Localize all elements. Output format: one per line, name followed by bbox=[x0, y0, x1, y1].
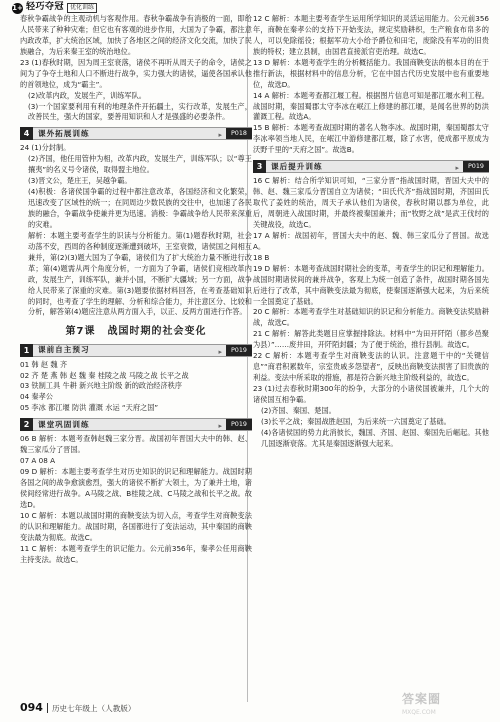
answer-paragraph: 06 B 解析：本题考查韩赵魏三家分晋。战国初年晋国大夫中的韩、赵、魏三家瓜分了晋国。 bbox=[20, 434, 252, 455]
section-number-badge: 1 bbox=[20, 344, 33, 357]
lesson-name: 战国时期的社会变化 bbox=[107, 326, 207, 338]
answer-paragraph: (2)齐国，他任用管仲为相，改革内政，发展生产，训练军队；以“尊王攘夷”的名义号令诸侯，取得盟主地位。 bbox=[28, 154, 252, 175]
section-title: 课后提升训练 bbox=[271, 161, 323, 171]
answer-paragraph: 15 B 解析：本题考查战国时期的著名人物李冰。战国时期，秦国蜀郡太守李冰率领当地人民，在岷江中游修建都江堰，除了水害，使成都平原成为沃野千里的“天府之国”。故选B。 bbox=[253, 123, 489, 155]
answer-line: 18 B bbox=[253, 252, 270, 262]
lesson-title bbox=[20, 324, 252, 339]
page-reference: P019 bbox=[226, 345, 252, 356]
section-title: 课堂巩固训练 bbox=[38, 419, 90, 429]
section-title: 课外拓展训练 bbox=[38, 129, 90, 139]
logo-subtitle: 优化训练 bbox=[67, 3, 97, 13]
answer-paragraph: 春秋争霸战争的主观动机与客观作用。春秋争霸战争有消极的一面，即给人民带来了种种灾难；但它也有客观的进步作用，大国为了争霸，都注意内政改革，扩大统治区域，加快了各地区之间的经济文化交流，加快了民族融合，为后来秦王室的统治地位。 bbox=[20, 14, 252, 56]
section-header-consolidation bbox=[20, 418, 252, 431]
left-column bbox=[20, 14, 252, 566]
answer-paragraph: 10 C 解析：本题以战国时期的商鞅变法为切入点，考查学生对商鞅变法的认识和理解能力。战国时期，各国都进行了变法运动，其中秦国的商鞅变法最为彻底。故选C。 bbox=[20, 510, 252, 542]
page-footer bbox=[20, 700, 136, 717]
answer-paragraph: (2)改革内政，发展生产，训练军队。 bbox=[28, 90, 146, 100]
answer-paragraph: 12 C 解析：本题主要考查学生运用所学知识的灵活运用能力。公元前356年，商鞅在秦孝公的支持下开始变法，规定奖励耕织，生产粮食布帛多的人，可以免除徭役；根据军功大小给予爵位和田宅，废除没有军功的旧贵族的特权；建立县制，由国君直接派官吏治理。故选C。 bbox=[253, 14, 489, 56]
page-number: 094 bbox=[20, 701, 43, 714]
page-reference: P019 bbox=[226, 419, 252, 430]
answer-paragraph: 16 C 解析：结合所学知识可知，“三家分晋”指战国时期，晋国大夫中的韩、赵、魏三家瓜分晋国自立为诸侯；“田氏代齐”指战国时期，齐国田氏取代了姜姓的统治，周天子承认他们为诸侯，春秋时期以郡为单位，此后，周朝进入战国时期，并最终被秦国兼并；而“牧野之战”是武王伐纣的关键战役，故选C。 bbox=[253, 176, 489, 229]
answer-paragraph: 23 (1)春秋时期，因为周王室衰落，诸侯不再听从周天子的命令，诸侯之间为了争夺土地和人口不断进行战争，实力强大的诸侯，逼使各国承认他的首领地位，成为“霸主”。 bbox=[20, 57, 252, 89]
answer-paragraph: (4)积极：各诸侯国争霸的过程中都注意改革，各国经济和文化繁荣，迅速改变了区域性的统一；在同周边少数民族的交往中，也加速了各民族的融合，争霸战争使兼并更为迅速。消极：争霸战争给人民带来深重的灾难。 bbox=[28, 187, 252, 229]
answer-paragraph: (2)齐国、秦国、楚国。 bbox=[261, 405, 336, 415]
chevron-right-icon: ▸ bbox=[218, 422, 222, 431]
answer-paragraph: 24 (1)分封制。 bbox=[20, 143, 71, 153]
page-reference: P018 bbox=[226, 128, 252, 139]
answer-line: 03 铁制工具 牛耕 新兴地主阶级 新的政治经济秩序 bbox=[20, 381, 183, 391]
answer-line: 02 齐 楚 燕 韩 赵 魏 秦 桂陵之战 马陵之战 长平之战 bbox=[20, 370, 189, 380]
answer-paragraph: (3)一个国家要利用有利的地理条件开拓疆土，实行改革，发展生产，改善民生，强大的国家，要善用知识和人才是强盛的必要条件。 bbox=[28, 101, 252, 122]
answer-paragraph: 23 (1)过去春秋时期300年的纷争，大部分的小诸侯国被兼并，几个大的诸侯国互相争霸。 bbox=[253, 384, 489, 404]
watermark bbox=[402, 690, 492, 716]
section-number-badge: 4 bbox=[20, 127, 33, 140]
logo-text: 轻巧夺冠 bbox=[26, 2, 65, 13]
answer-line: 04 秦孝公 bbox=[20, 392, 53, 402]
answer-line: 05 李冰 都江堰 防洪 灌溉 水运 “天府之国” bbox=[20, 403, 159, 413]
answer-paragraph: 解析：本题主要考查学生的识读与分析能力。第(1)题春秋时期，社会动荡不安，西周的各种制度逐渐遭到破坏，王室衰微，诸侯国之间相互兼并，第(2)(3)题大国为了争霸，诸侯们为了扩大统治力量不断进行改革；第(4)题需从两个角度分析，一方面为了争霸，诸侯们竞相改革内政，发展生产，训练军队，兼并小国，不断扩大疆域；另一方面，战争给人民带来了深重的灾难。第(3)题要依据材料回答，在考查基础知识的同时，也考查了学生的理解、分析和综合能力，并注意区分、比较和分析，解答第(4)题应注意从两方面入手，以正、反两方面进行作答。 bbox=[28, 230, 252, 317]
right-column bbox=[253, 14, 489, 450]
section-number-badge: 3 bbox=[253, 160, 266, 173]
section-title: 课前自主预习 bbox=[38, 345, 90, 355]
chevron-right-icon: ▸ bbox=[218, 347, 222, 356]
brand-logo bbox=[12, 2, 97, 14]
answer-paragraph: 11 C 解析：本题考查学生的识记能力。公元前356年，秦孝公任用商鞅主持变法。故选C。 bbox=[20, 543, 252, 564]
section-number-badge: 2 bbox=[20, 418, 33, 431]
answer-paragraph: (3)长平之战；秦国战胜赵国，为后来统一六国奠定了基础。 bbox=[261, 416, 451, 426]
answer-paragraph: 22 C 解析：本题考查学生对商鞅变法的认识。注意题干中的“关键信息”“商君积累数年，宗室贵戚多怨望者”，反映出商鞅变法损害了旧贵族的利益。变法中所采取的措施，都是符合新兴地主阶级利益的，故选C。 bbox=[253, 351, 489, 383]
book-title: 历史七年级上（人教版） bbox=[51, 703, 136, 713]
answer-paragraph: 14 A 解析：本题考查都江堰工程。根据图片信息可知是都江堰水利工程。战国时期，秦国蜀郡太守李冰在岷江上修建的都江堰，是闻名世界的防洪灌溉工程。故选A。 bbox=[253, 90, 489, 122]
chevron-right-icon: ▸ bbox=[218, 131, 222, 140]
answer-line: 01 韩 赵 魏 齐 bbox=[20, 359, 68, 369]
page-reference: P019 bbox=[463, 161, 489, 172]
answer-paragraph: 20 C 解析：本题考查学生对基础知识的识记和分析能力。商鞅变法奖励耕战，故选C。 bbox=[253, 307, 489, 328]
answer-paragraph: (3)晋文公，楚庄王，吴越争霸。 bbox=[28, 176, 132, 186]
logo-icon: 1+ bbox=[12, 3, 23, 12]
section-header-preview bbox=[20, 344, 252, 357]
answer-paragraph: 09 D 解析：本题主要考查学生对历史知识的识记和理解能力。战国时期各国之间的战争愈演愈烈，强大的诸侯不断扩大领土，为了兼并土地，诸侯间经常进行战争。A马陵之战、B桂陵之战、C马陵之战和长平之战。故选D。 bbox=[20, 467, 252, 509]
watermark-url: MXQE.COM bbox=[402, 709, 436, 717]
answer-line: 07 A 08 A bbox=[20, 456, 55, 466]
answer-paragraph: (4)各诸侯国的势力此消彼长，魏国、齐国、赵国、秦国先后崛起。其他几国逐渐衰落。尤其是秦国逐渐强大起来。 bbox=[261, 427, 489, 448]
answer-paragraph: 13 D 解析：本题考查学生的分析概括能力。我国商鞅变法的根本目的在于推行新法，根据材料中的信息分析，它在中国古代历史发展中也有重要地位，故选D。 bbox=[253, 57, 489, 89]
chevron-right-icon: ▸ bbox=[455, 164, 459, 173]
answer-paragraph: 19 D 解析：本题考查战国时期社会的变革，考查学生的识记和理解能力。战国时期诸侯间的兼并战争，客观上为统一创造了条件，战国时期各国先后进行了改革，其中商鞅变法最为彻底，使秦国逐渐强大起来，为后来统一全国奠定了基础。 bbox=[253, 263, 489, 306]
footer-divider bbox=[47, 703, 48, 713]
section-header-advanced bbox=[253, 160, 489, 173]
answer-paragraph: 21 C 解析：解答此类题目应掌握排除法。材料中“为田开阡陌（都乡邑聚为县）”……废井田，开阡陌封疆；为了便于统治，推行县制。故选C。 bbox=[253, 329, 489, 350]
watermark-text: 答案圈 bbox=[402, 692, 442, 706]
answer-paragraph: 17 A 解析：战国初年，晋国大夫中的赵、魏、韩三家瓜分了晋国。故选A。 bbox=[253, 230, 489, 251]
section-header-extension bbox=[20, 127, 252, 140]
lesson-label: 第7课 bbox=[65, 326, 96, 338]
